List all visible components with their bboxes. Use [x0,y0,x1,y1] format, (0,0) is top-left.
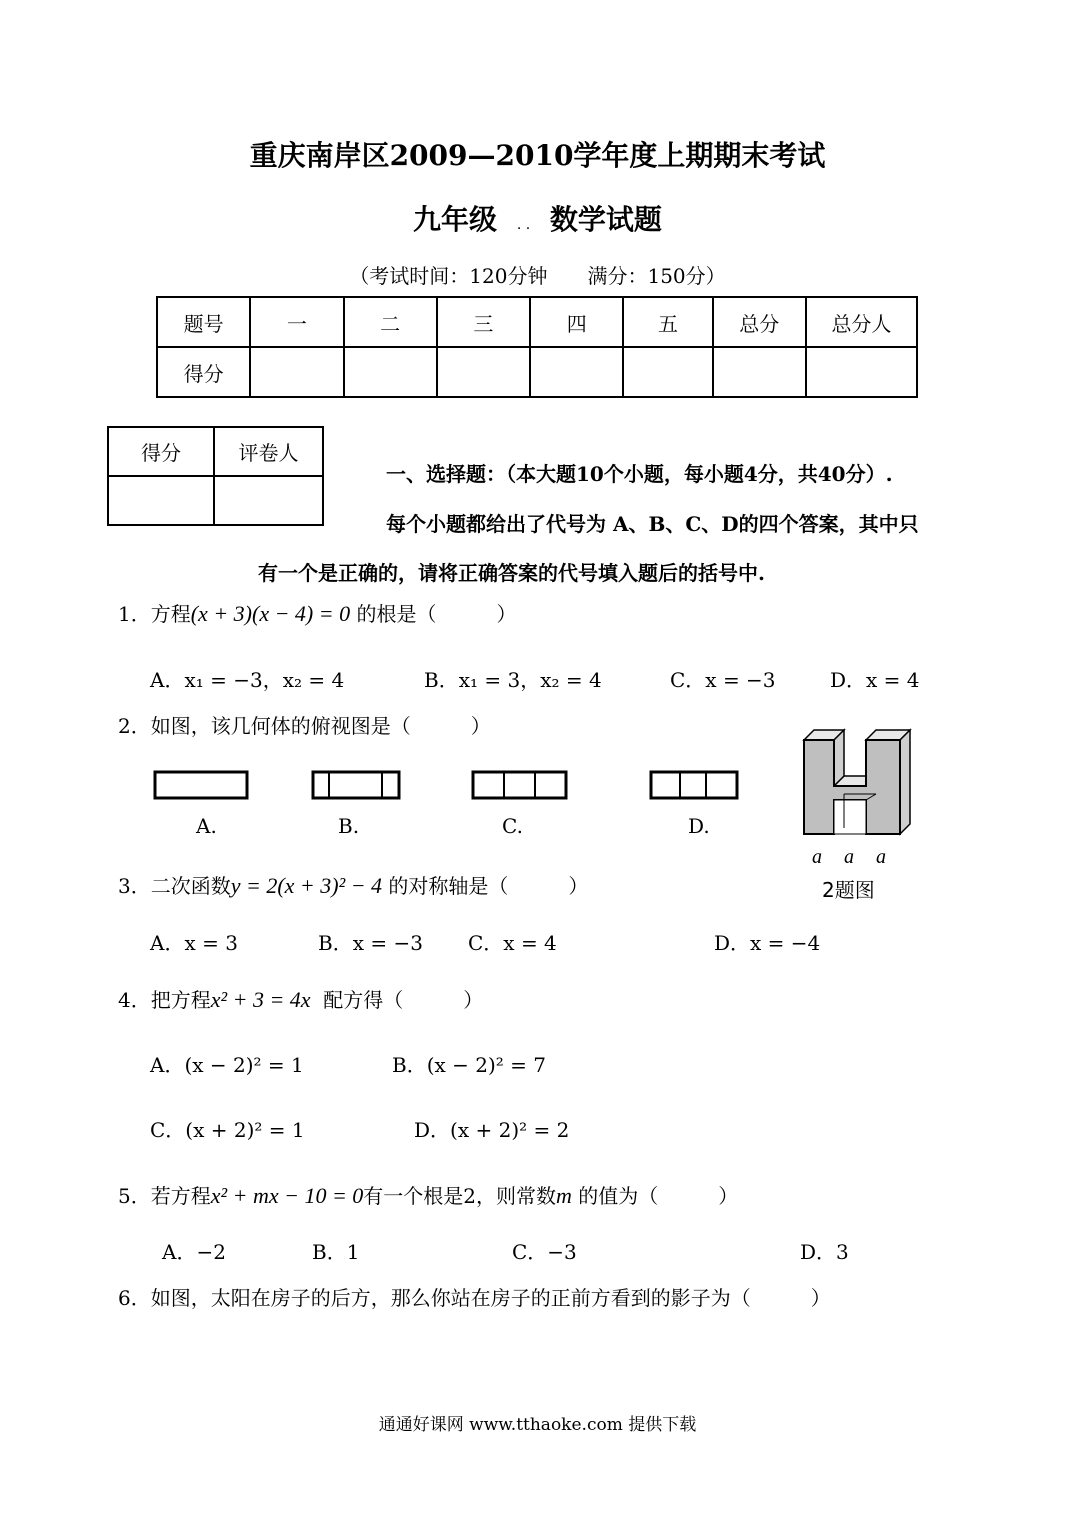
h-solid-figure [800,728,920,838]
score-header-cell: 一 [250,297,343,347]
question-3 [118,870,588,899]
shape-d-outline [651,772,737,798]
q5-option-d[interactable]: D．3 [800,1240,849,1264]
question-text: 方程 [150,602,191,626]
question-text: 把方程 [150,988,211,1012]
score-cell[interactable] [713,347,806,397]
score-cell[interactable] [530,347,623,397]
question-text: 二次函数 [150,874,231,898]
q2-option-d[interactable]: D. [688,814,710,838]
equation: x² + 3 = 4x [210,987,311,1012]
question-5 [118,1180,738,1209]
score-header-cell: 五 [623,297,712,347]
question-1 [118,598,516,627]
score-table [156,296,918,398]
question-text: 的对称轴是（ ） [388,874,589,898]
equation: y = 2(x + 3)² − 4 [230,873,383,898]
q1-option-b[interactable]: B．x₁ = 3，x₂ = 4 [424,668,602,692]
question-2 [118,710,491,739]
section1-line2: 每个小题都给出了代号为 A、B、C、D的四个答案，其中只 [386,512,919,536]
shape-a-outline [155,772,247,798]
subtitle-dots: . . [516,217,531,233]
score-cell[interactable] [806,347,917,397]
question-4 [118,984,483,1013]
exam-title: 重庆南岸区2009—2010学年度上期期末考试 [249,139,826,172]
figure-label-a: a [844,846,854,868]
score-row-label: 得分 [157,347,250,397]
figure-label-a: a [876,846,886,868]
q5-option-c[interactable]: C．−3 [512,1240,577,1264]
score-cell[interactable] [344,347,437,397]
q2-option-shapes [150,768,750,804]
q5-option-b[interactable]: B．1 [312,1240,360,1264]
subtitle-grade: 九年级 [413,203,498,236]
question-number: 3． [118,874,151,898]
q3-option-a[interactable]: A．x = 3 [150,931,238,955]
score-cell[interactable] [250,347,343,397]
question-text: 的根是（ ） [356,602,517,626]
question-number: 5． [118,1184,151,1208]
question-number: 4． [118,988,151,1012]
q4-option-b[interactable]: B．(x − 2)² = 7 [392,1053,546,1077]
q1-option-d[interactable]: D．x = 4 [830,668,920,692]
question-number: 1． [118,602,151,626]
score-header-cell: 二 [344,297,437,347]
q4-option-c[interactable]: C．(x + 2)² = 1 [150,1118,305,1142]
question-number: 2． [118,714,151,738]
score-header-cell: 总分人 [806,297,917,347]
grader-cell[interactable] [108,476,214,525]
variable: m [556,1183,572,1208]
grader-header-cell: 得分 [108,427,214,476]
q3-option-b[interactable]: B．x = −3 [318,931,423,955]
q1-option-a[interactable]: A．x₁ = −3，x₂ = 4 [150,668,345,692]
score-header-cell: 四 [530,297,623,347]
q3-option-c[interactable]: C．x = 4 [468,931,557,955]
q4-option-d[interactable]: D．(x + 2)² = 2 [414,1118,570,1142]
shape-c-outline [473,772,566,798]
subtitle-subject: 数学试题 [549,203,662,236]
q2-option-b[interactable]: B. [338,814,360,838]
figure-caption: 2题图 [822,878,875,902]
question-number: 6． [118,1286,151,1310]
shape-b-outline [313,772,399,798]
question-text: 若方程 [150,1184,211,1208]
grader-header-cell: 评卷人 [214,427,323,476]
question-text: 的值为（ ） [578,1184,739,1208]
figure-label-a: a [812,846,822,868]
score-header-cell: 总分 [713,297,806,347]
q4-option-a[interactable]: A．(x − 2)² = 1 [150,1053,304,1077]
footer-text: 通通好课网 www.tthaoke.com 提供下载 [378,1415,697,1435]
question-text: 如图，太阳在房子的后方，那么你站在房子的正前方看到的影子为（ ） [150,1286,831,1310]
q2-option-c[interactable]: C. [502,814,523,838]
equation: (x + 3)(x − 4) = 0 [190,601,351,626]
question-text: 如图，该几何体的俯视图是（ ） [150,714,491,738]
grader-table [107,426,324,526]
score-header-cell: 三 [437,297,530,347]
score-cell[interactable] [623,347,712,397]
q5-option-a[interactable]: A．−2 [162,1240,226,1264]
question-text: 配方得（ ） [323,988,484,1012]
exam-info: （考试时间：120分钟 满分：150分） [349,264,726,288]
section1-line1: 一、选择题：（本大题10个小题，每小题4分，共40分）. [386,462,893,486]
section1-line3: 有一个是正确的，请将正确答案的代号填入题后的括号中. [258,561,765,585]
grader-cell[interactable] [214,476,323,525]
q1-option-c[interactable]: C．x = −3 [670,668,776,692]
score-cell[interactable] [437,347,530,397]
exam-subtitle [0,198,1075,238]
equation: x² + mx − 10 = 0 [210,1183,364,1208]
q2-option-a[interactable]: A. [196,814,217,838]
score-header-cell: 题号 [157,297,250,347]
question-text: 有一个根是2，则常数 [363,1184,557,1208]
q3-option-d[interactable]: D．x = −4 [714,931,821,955]
question-6 [118,1282,831,1311]
